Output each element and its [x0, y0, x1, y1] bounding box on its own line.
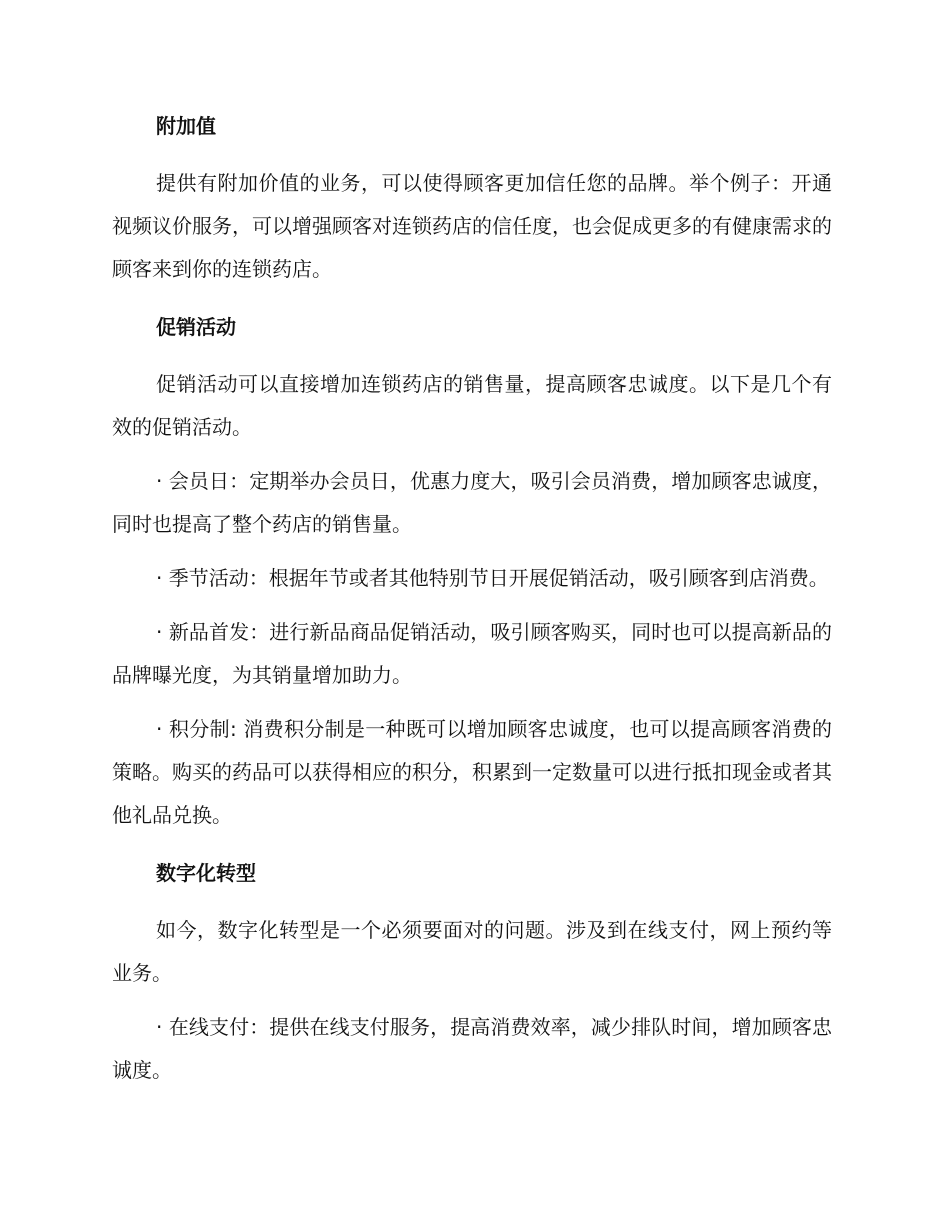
bullet-online-payment: · 在线支付：提供在线支付服务，提高消费效率，减少排队时间，增加顾客忠诚度。	[112, 1015, 832, 1082]
paragraph-value-added: 提供有附加价值的业务，可以使得顾客更加信任您的品牌。举个例子：开通视频议价服务，可以增强顾客对连锁药店的信任度，也会促成更多的有健康需求的顾客来到你的连锁药店。	[112, 171, 832, 281]
bullet-seasonal: · 季节活动：根据年节或者其他特别节日开展促销活动，吸引顾客到店消费。	[156, 566, 829, 590]
bullet-new-product: · 新品首发：进行新品商品促销活动，吸引顾客购买，同时也可以提高新品的品牌曝光度，为其销量增加助力。	[112, 620, 832, 687]
section-heading-promotion: 促销活动	[156, 315, 236, 339]
bullet-points-system: · 积分制: 消费积分制是一种既可以增加顾客忠诚度，也可以提高顾客消费的策略。购买的药品可以获得相应的积分，积累到一定数量可以进行抵扣现金或者其他礼品兑换。	[112, 717, 832, 827]
bullet-member-day: · 会员日：定期举办会员日，优惠力度大，吸引会员消费，增加顾客忠诚度，同时也提高了整个药店的销售量。	[112, 469, 832, 536]
document-page	[112, 108, 832, 1092]
section-heading-value-added: 附加值	[156, 114, 216, 138]
section-heading-digital: 数字化转型	[156, 861, 256, 885]
paragraph-digital-intro: 如今，数字化转型是一个必须要面对的问题。涉及到在线支付，网上预约等业务。	[112, 918, 832, 985]
paragraph-promotion-intro: 促销活动可以直接增加连锁药店的销售量，提高顾客忠诚度。以下是几个有效的促销活动。	[112, 372, 832, 439]
